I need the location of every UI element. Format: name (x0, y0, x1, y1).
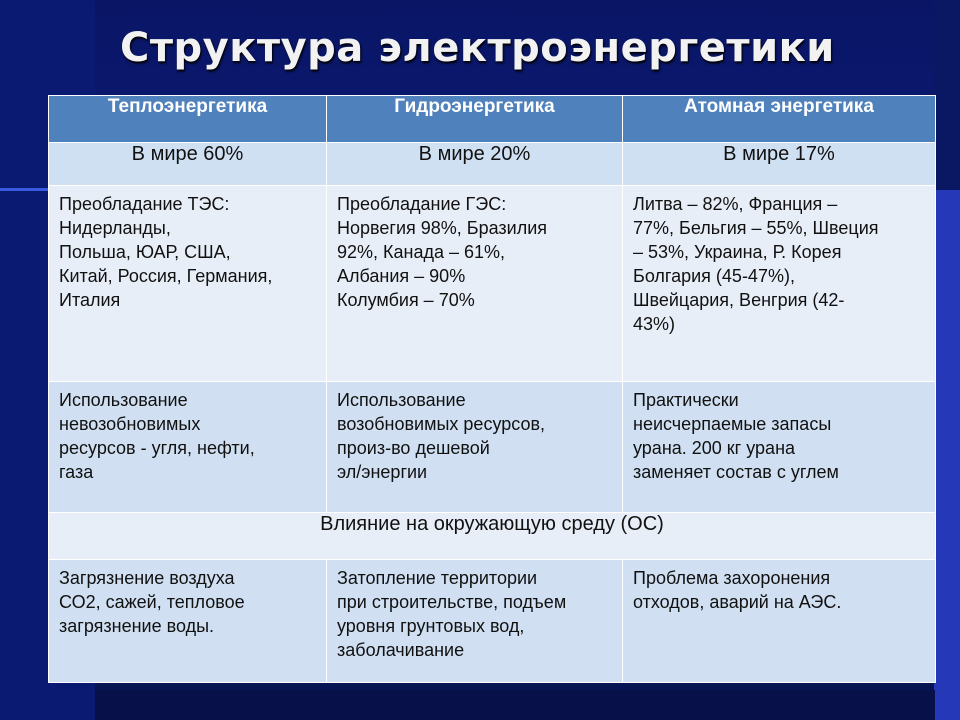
resources-nuclear-cell (623, 382, 936, 513)
influence-label: Влияние на окружающую среду (ОС) (49, 513, 936, 560)
resources-hydro: Использование возобновимых ресурсов, произ-во дешевой эл/энергии (337, 390, 546, 482)
world-share-thermal: В мире 60% (49, 143, 327, 186)
background-band-right (934, 190, 960, 720)
countries-thermal-cell (49, 186, 327, 382)
header-thermal: Теплоэнергетика (49, 96, 327, 143)
countries-nuclear-cell (623, 186, 936, 382)
countries-hydro-cell (327, 186, 623, 382)
countries-row (49, 186, 936, 382)
pollution-nuclear: Проблема захоронения отходов, аварий на АЭС. (633, 568, 842, 612)
countries-hydro: Преобладание ГЭС: Норвегия 98%, Бразилия 92%, Канада – 61%, Албания – 90% Колумбия – 70% (337, 194, 548, 310)
background-band-right-top (934, 0, 960, 190)
countries-nuclear: Литва – 82%, Франция – 77%, Бельгия – 55%, Швеция – 53%, Украина, Р. Корея Болгария (45-47%), Швейцария, Венгрия (42- 43%) (633, 194, 879, 334)
table-header-row (49, 96, 936, 143)
pollution-hydro: Затопление территории при строительстве, подъем уровня грунтовых вод, заболачивание (337, 568, 567, 660)
pollution-thermal: Загрязнение воздуха СО2, сажей, тепловое загрязнение воды. (59, 568, 245, 636)
influence-row (49, 513, 936, 560)
resources-thermal-cell (49, 382, 327, 513)
world-share-hydro: В мире 20% (327, 143, 623, 186)
pollution-thermal-cell (49, 560, 327, 683)
countries-thermal: Преобладание ТЭС: Нидерланды, Польша, ЮАР, США, Китай, Россия, Германия, Италия (59, 194, 273, 310)
energy-structure-table (48, 95, 936, 683)
slide-title: Структура электроэнергетики (120, 25, 835, 71)
resources-thermal: Использование невозобновимых ресурсов - угля, нефти, газа (59, 390, 255, 482)
world-share-row (49, 143, 936, 186)
world-share-nuclear: В мире 17% (623, 143, 936, 186)
resources-hydro-cell (327, 382, 623, 513)
background-accent-line (0, 188, 48, 191)
background-bottom-band (95, 690, 935, 720)
resources-nuclear: Практически неисчерпаемые запасы урана. 200 кг урана заменяет состав с углем (633, 390, 839, 482)
pollution-hydro-cell (327, 560, 623, 683)
header-nuclear: Атомная энергетика (623, 96, 936, 143)
pollution-row (49, 560, 936, 683)
pollution-nuclear-cell (623, 560, 936, 683)
header-hydro: Гидроэнергетика (327, 96, 623, 143)
resources-row (49, 382, 936, 513)
